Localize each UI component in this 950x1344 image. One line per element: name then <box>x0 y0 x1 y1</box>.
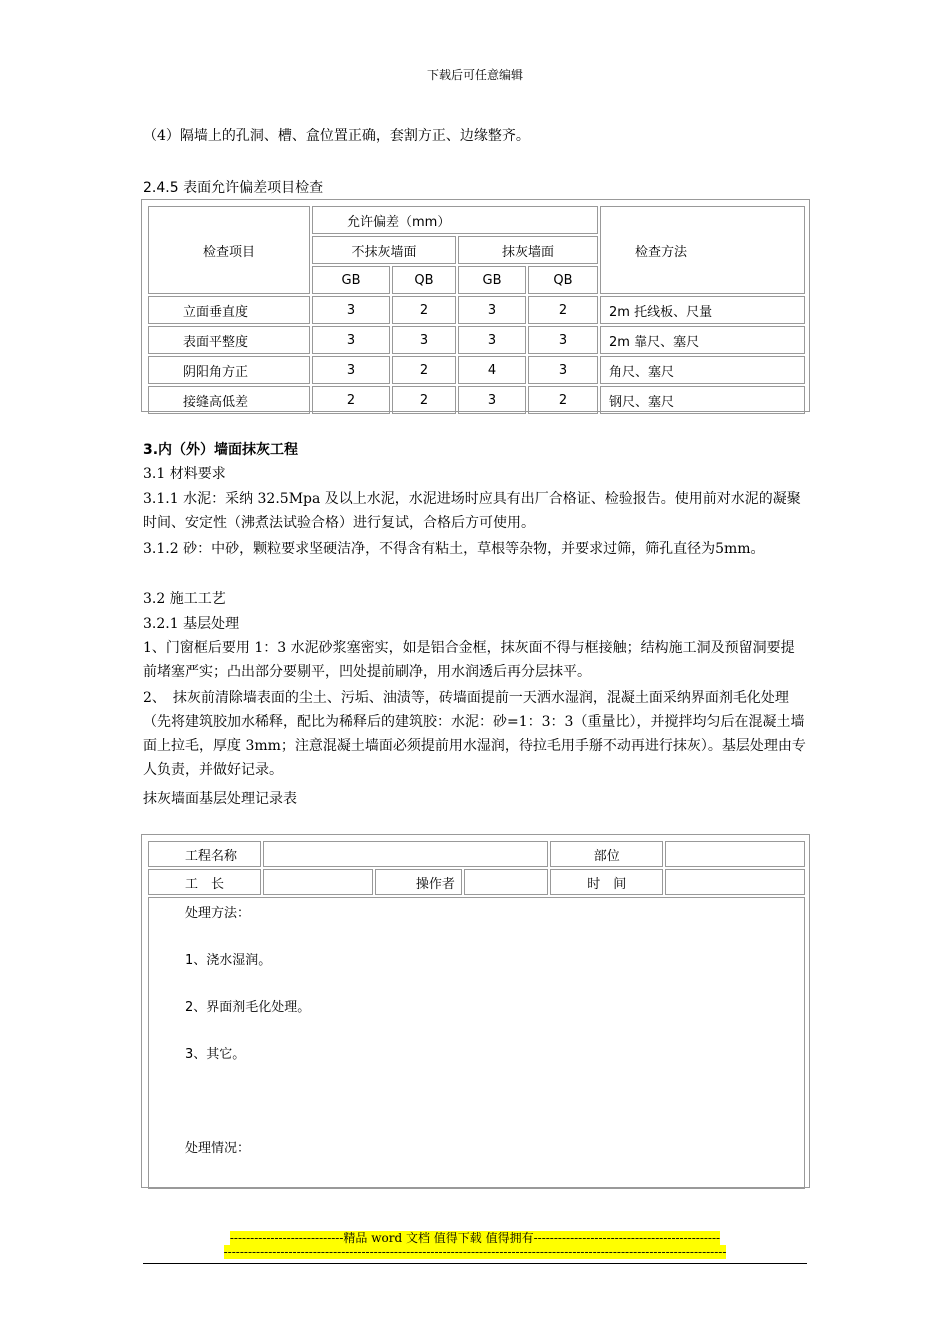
foreman-label: 工 长 <box>148 869 261 895</box>
row-method: 2m 托线板、尺量 <box>600 296 805 324</box>
cell-value: 3 <box>312 326 390 354</box>
cell-value: 3 <box>458 296 526 324</box>
step-2: 2、界面剂毛化处理。 <box>185 1000 311 1015</box>
time-value <box>665 869 805 895</box>
gb-header: GB <box>312 266 390 294</box>
cell-value: 2 <box>528 386 598 414</box>
record-table-title: 抹灰墙面基层处理记录表 <box>143 791 297 807</box>
step-1: 1、浇水湿润。 <box>185 953 272 968</box>
paragraph-1: 1、门窗框后要用 1：3 水泥砂浆塞密实，如是铝合金框，抹灰面不得与框接触；结构施工洞及预留洞要提前堵塞严实；凸出部分要剔平，凹处提前刷净，用水润透后再分层抹平。 <box>143 640 795 680</box>
table-row <box>148 296 805 324</box>
row-item: 阴阳角方正 <box>148 356 310 384</box>
section-3-title: 3.内（外）墙面抹灰工程 <box>143 442 299 458</box>
row-method: 2m 靠尺、塞尺 <box>600 326 805 354</box>
method-label: 处理方法： <box>185 906 251 921</box>
foreman-value <box>263 869 374 895</box>
row-item: 接缝高低差 <box>148 386 310 414</box>
gb-header: GB <box>458 266 526 294</box>
cell-value: 2 <box>392 296 456 324</box>
section-3-2-1: 3.2.1 基层处理 <box>143 616 240 632</box>
row-item: 表面平整度 <box>148 326 310 354</box>
step-3: 3、其它。 <box>185 1047 246 1062</box>
col-plastered-header: 抹灰墙面 <box>458 236 598 264</box>
status-label: 处理情况： <box>185 1141 251 1156</box>
item-4-text: （4）隔墙上的孔洞、槽、盒位置正确，套割方正、边缘整齐。 <box>143 128 530 144</box>
table-row <box>148 386 805 414</box>
tolerance-table <box>141 199 810 412</box>
section-3-1: 3.1 材料要求 <box>143 466 226 482</box>
operator-label: 操作者 <box>375 869 462 895</box>
project-name-value <box>263 841 549 867</box>
row-item: 立面垂直度 <box>148 296 310 324</box>
section-2-4-5-title: 2.4.5 表面允许偏差项目检查 <box>143 180 324 196</box>
row-method: 钢尺、塞尺 <box>600 386 805 414</box>
footer-line-2-text: ---------------------------------------------------------------------------------------------------------------------------- <box>223 1245 727 1259</box>
col-method-header: 检查方法 <box>600 206 805 294</box>
footer-line-1-text: ----------------------------精品 word 文档 值得下载 值得拥有---------------------------------------------- <box>229 1231 721 1245</box>
position-label: 部位 <box>550 841 663 867</box>
section-3-1-1: 3.1.1 水泥：采纳 32.5Mpa 及以上水泥，水泥进场时应具有出厂合格证、检验报告。使用前对水泥的凝聚时间、安定性（沸煮法试验合格）进行复试，合格后方可使用。 <box>143 491 801 531</box>
cell-value: 2 <box>392 356 456 384</box>
footer-line-2 <box>0 1245 950 1259</box>
cell-value: 3 <box>528 356 598 384</box>
cell-value: 3 <box>528 326 598 354</box>
cell-value: 2 <box>528 296 598 324</box>
header-note: 下载后可任意编辑 <box>426 68 523 82</box>
cell-value: 3 <box>312 356 390 384</box>
qb-header: QB <box>392 266 456 294</box>
project-name-label: 工程名称 <box>148 841 261 867</box>
time-label: 时 间 <box>550 869 663 895</box>
operator-value <box>464 869 549 895</box>
section-3-2: 3.2 施工工艺 <box>143 591 226 607</box>
section-3-1-2: 3.1.2 砂：中砂，颗粒要求坚硬洁净，不得含有粘土，草根等杂物，并要求过筛，筛孔直径为5mm。 <box>143 541 765 557</box>
position-value <box>665 841 805 867</box>
cell-value: 3 <box>458 326 526 354</box>
qb-header: QB <box>528 266 598 294</box>
col-allowed-header: 允许偏差（mm） <box>312 206 598 234</box>
footer-line-1 <box>0 1229 950 1246</box>
processing-details <box>148 897 805 1189</box>
table-row <box>148 326 805 354</box>
footer-rule <box>143 1263 807 1264</box>
col-unplastered-header: 不抹灰墙面 <box>312 236 456 264</box>
cell-value: 4 <box>458 356 526 384</box>
paragraph-2: 2、 抹灰前清除墙表面的尘土、污垢、油渍等，砖墙面提前一天洒水湿润，混凝土面采纳界面剂毛化处理（先将建筑胶加水稀释，配比为稀释后的建筑胶：水泥：砂=1：3：3（重量比），并搅拌均匀后在混凝土墙面上拉毛，厚度 3mm；注意混凝土墙面必须提前用水湿润，待拉毛用手掰不动再进行抹灰）。基层处理由专人负责，并做好记录。 <box>143 690 806 778</box>
table-row <box>148 356 805 384</box>
record-table <box>141 834 810 1188</box>
col-item-header: 检查项目 <box>148 206 310 294</box>
row-method: 角尺、塞尺 <box>600 356 805 384</box>
cell-value: 2 <box>392 386 456 414</box>
cell-value: 3 <box>458 386 526 414</box>
cell-value: 2 <box>312 386 390 414</box>
cell-value: 3 <box>312 296 390 324</box>
cell-value: 3 <box>392 326 456 354</box>
